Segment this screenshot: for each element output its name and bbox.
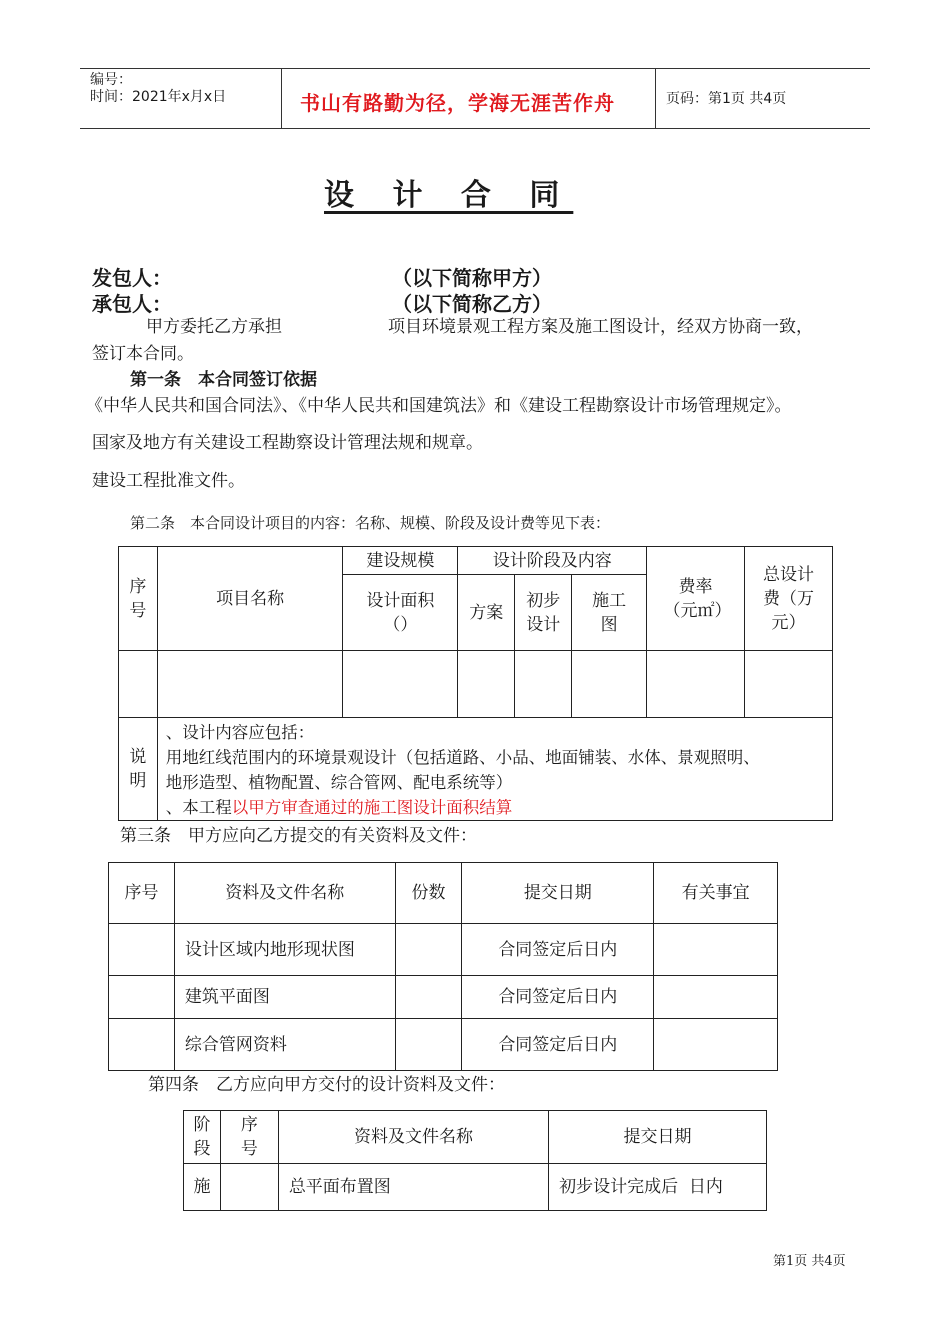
settlement-note: 以甲方审查通过的施工图设计面积结算 <box>231 798 513 817</box>
submit-date-cell: 初步设计完成后 日内 <box>549 1164 767 1211</box>
doc-name-cell: 总平面布置图 <box>278 1164 548 1211</box>
col-scheme-header: 方案 <box>458 575 515 651</box>
article1-heading: 第一条 本合同签订依据 <box>130 370 317 390</box>
doc-name-cell: 设计区域内地形现状图 <box>174 924 395 976</box>
article2-heading: 第二条 本合同设计项目的内容：名称、规模、阶段及设计费等见下表： <box>130 514 611 532</box>
table-row <box>184 1164 767 1211</box>
contractor-note: （以下简称乙方） <box>392 292 552 316</box>
col-stage-header: 设计阶段及内容 <box>458 547 647 575</box>
page-footer: 第1页 共4页 <box>773 1254 846 1269</box>
article1-item-3: 建设工程批准文件。 <box>92 471 245 491</box>
col-total-header: 总设计费（万元） <box>745 547 833 651</box>
col-scale-header: 建设规模 <box>343 547 458 575</box>
submit-date-cell: 合同签定后日内 <box>462 924 654 976</box>
article1-item-2: 国家及地方有关建设工程勘察设计管理法规和规章。 <box>92 433 483 453</box>
article1-item-1: 《中华人民共和国合同法》、《中华人民共和国建筑法》和《建设工程勘察设计市场管理规定》。 <box>86 396 792 416</box>
note-line-4: 、本工程以甲方审查通过的施工图设计面积结算 <box>165 798 513 817</box>
article4-heading: 第四条 乙方应向甲方交付的设计资料及文件： <box>148 1075 505 1095</box>
contract-title: 设 计 合 同 <box>324 178 574 213</box>
header-seq: 序号 <box>109 863 175 924</box>
table-row <box>119 651 833 718</box>
table-row <box>109 976 778 1019</box>
col-seq-header: 序号 <box>119 547 158 651</box>
header-motto: 书山有路勤为径，学海无涯苦作舟 <box>300 91 615 115</box>
client-note: （以下简称甲方） <box>392 266 552 290</box>
note-label-cell: 说明 <box>119 718 158 821</box>
article3-heading: 第三条 甲方应向乙方提交的有关资料及文件： <box>120 826 477 846</box>
header-submit-date: 提交日期 <box>462 863 654 924</box>
intro-part-a: 甲方委托乙方承担 <box>146 317 282 337</box>
col-construct-header: 施工图 <box>572 575 647 651</box>
header-bottom-rule <box>80 128 870 129</box>
header-submit-date: 提交日期 <box>549 1111 767 1164</box>
header-seq: 序号 <box>220 1111 278 1164</box>
submit-date-cell: 合同签定后日内 <box>462 1019 654 1071</box>
note-line-3: 地形造型、植物配置、综合管网、配电系统等） <box>165 773 513 792</box>
note-line-1: 、设计内容应包括： <box>165 723 315 742</box>
header-copies: 份数 <box>395 863 462 924</box>
col-name-header: 项目名称 <box>157 547 343 651</box>
intro-line-2: 签订本合同。 <box>92 344 194 364</box>
header-divider-right <box>655 68 656 128</box>
client-label: 发包人： <box>92 266 172 290</box>
header-page-label: 页码：第1页 共4页 <box>666 91 787 107</box>
contractor-label: 承包人： <box>92 292 172 316</box>
submit-date-cell: 合同签定后日内 <box>462 976 654 1019</box>
client-documents-table <box>108 862 778 1071</box>
document-number-label: 编号： <box>90 72 132 88</box>
header-notes: 有关事宜 <box>654 863 778 924</box>
col-rate-header: 费率（元㎡） <box>647 547 745 651</box>
table-row <box>109 924 778 976</box>
contractor-deliverables-table <box>183 1110 767 1211</box>
header-divider-left <box>281 68 282 128</box>
header-stage: 阶段 <box>184 1111 221 1164</box>
doc-name-cell: 建筑平面图 <box>174 976 395 1019</box>
intro-part-b: 项目环境景观工程方案及施工图设计，经双方协商一致， <box>388 317 813 337</box>
note-content-cell <box>157 718 832 821</box>
design-items-table <box>118 546 833 821</box>
col-prelim-header: 初步设计 <box>515 575 572 651</box>
note-line-2: 用地红线范围内的环境景观设计（包括道路、小品、地面铺装、水体、景观照明、 <box>165 748 760 767</box>
document-date-label: 时间：2021年x月x日 <box>90 89 227 105</box>
table-row <box>109 1019 778 1071</box>
header-doc-name: 资料及文件名称 <box>278 1111 548 1164</box>
doc-name-cell: 综合管网资料 <box>174 1019 395 1071</box>
header-top-rule <box>80 68 870 69</box>
header-doc-name: 资料及文件名称 <box>174 863 395 924</box>
col-area-header: 设计面积（） <box>343 575 458 651</box>
stage-cell: 施 <box>184 1164 221 1211</box>
